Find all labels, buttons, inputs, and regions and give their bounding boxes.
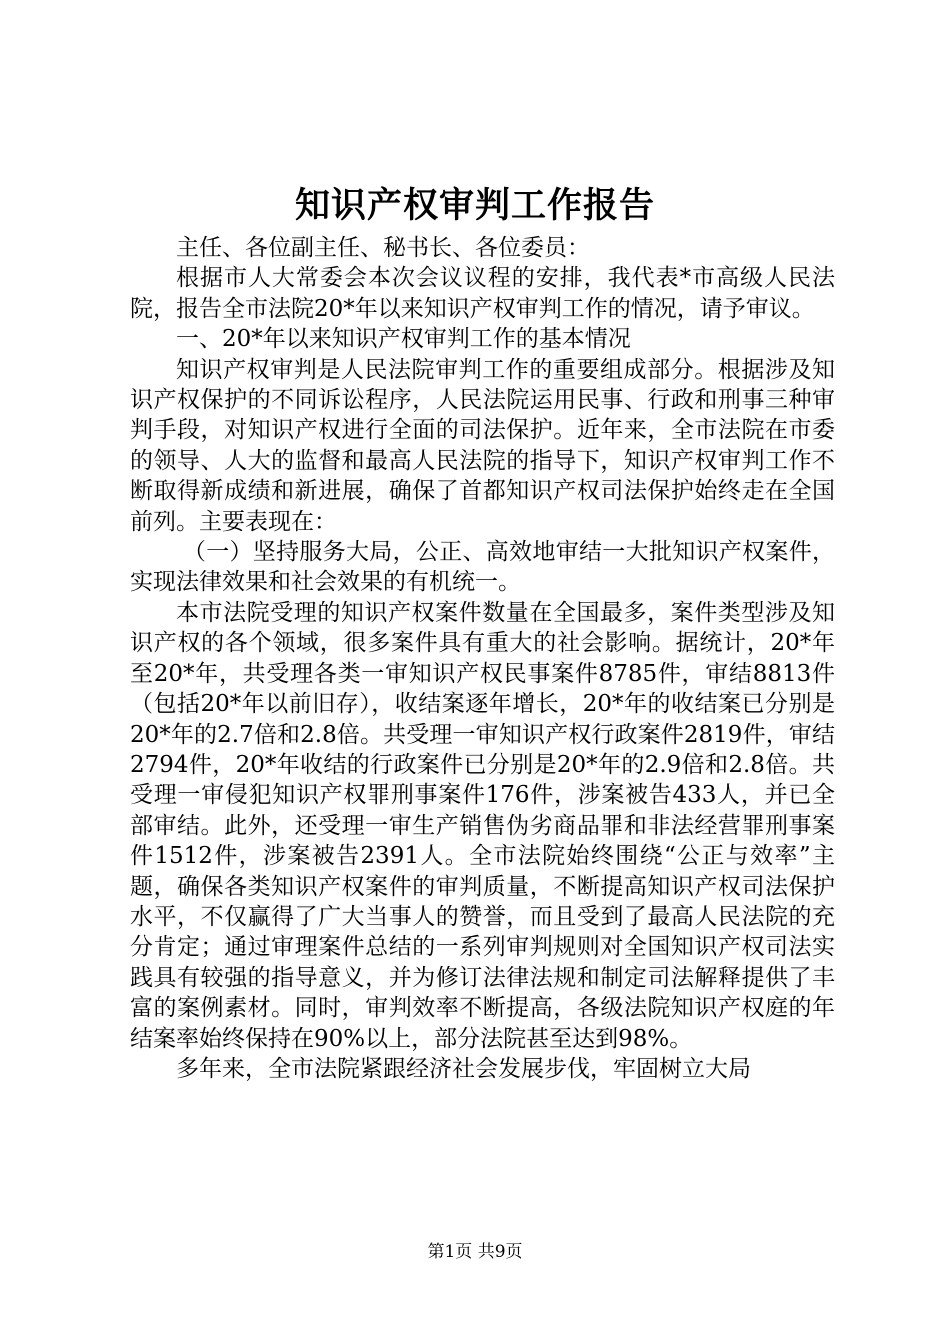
page-number-footer: 第1页 共9页 — [427, 1242, 523, 1262]
document-body — [130, 233, 835, 1084]
statistics-paragraph: 本市法院受理的知识产权案件数量在全国最多，案件类型涉及知识产权的各个领域，很多案件具有重大的社会影响。据统计，20*年至20*年，共受理各类一审知识产权民事案件8785件，审结8813件（包括20*年以前旧存），收结案逐年增长，20*年的收结案已分别是20*年的2.7倍和2.8倍。共受理一审知识产权行政案件2819件，审结2794件，20*年收结的行政案件已分别是20*年的2.9倍和2.8倍。共受理一审侵犯知识产权罪刑事案件176件，涉案被告433人，并已全部审结。此外，还受理一审生产销售伪劣商品罪和非法经营罪刑事案件1512件，涉案被告2391人。全市法院始终围绕“公正与效率”主题，确保各类知识产权案件的审判质量，不断提高知识产权司法保护水平，不仅赢得了广大当事人的赞誉，而且受到了最高人民法院的充分肯定；通过审理案件总结的一系列审判规则对全国知识产权司法实践具有较强的指导意义，并为修订法律法规和制定司法解释提供了丰富的案例素材。同时，审判效率不断提高，各级法院知识产权庭的年结案率始终保持在90%以上，部分法院甚至达到98%。 — [130, 599, 835, 1052]
section-heading: 一、20*年以来知识产权审判工作的基本情况 — [176, 326, 631, 353]
intro-paragraph: 根据市人大常委会本次会议议程的安排，我代表*市高级人民法院，报告全市法院20*年以来知识产权审判工作的情况，请予审议。 — [130, 265, 835, 322]
continuation-paragraph: 多年来，全市法院紧跟经济社会发展步伐，牢固树立大局 — [176, 1055, 751, 1082]
overview-paragraph: 知识产权审判是人民法院审判工作的重要组成部分。根据涉及知识产权保护的不同诉讼程序，人民法院运用民事、行政和刑事三种审判手段，对知识产权进行全面的司法保护。近年来，全市法院在市委的领导、人大的监督和最高人民法院的指导下，知识产权审判工作不断取得新成绩和新进展，确保了首都知识产权司法保护始终走在全国前列。主要表现在： — [130, 356, 835, 535]
page-title: 知识产权审判工作报告 — [294, 185, 655, 226]
salutation-paragraph: 主任、各位副主任、秘书长、各位委员： — [176, 235, 590, 261]
subsection-heading: （一）坚持服务大局，公正、高效地审结一大批知识产权案件，实现法律效果和社会效果的有机统一。 — [130, 539, 835, 596]
